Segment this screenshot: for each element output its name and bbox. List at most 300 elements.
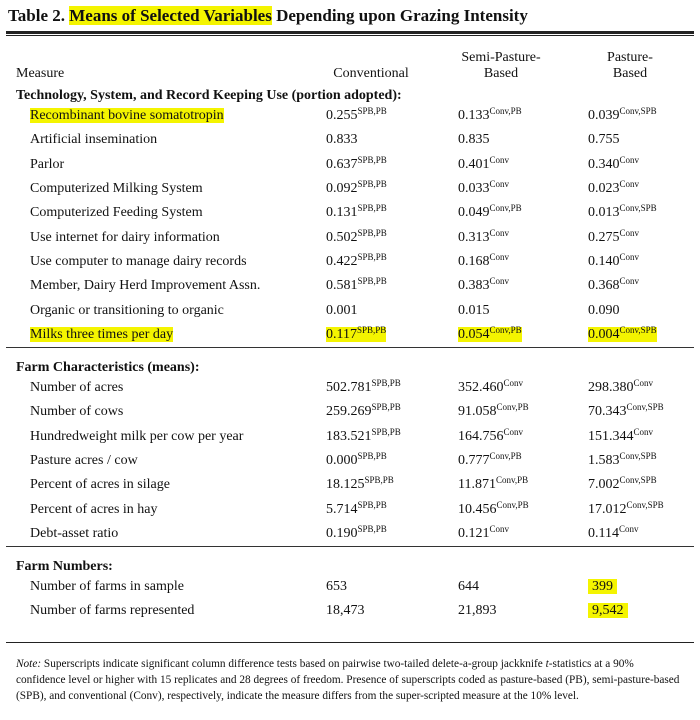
header-semi-line1: Semi-Pasture- (461, 50, 541, 65)
section-title: Farm Numbers: (6, 547, 694, 576)
value-number: 0.013 (588, 205, 620, 221)
note-part1: Superscripts indicate significant column difference tests based on pairwise two-tailed delete-a-group jackknife (41, 658, 546, 670)
row-label-cell (6, 153, 306, 177)
row-label-cell (6, 449, 306, 473)
value-number: 0.092 (326, 181, 358, 197)
table-row (6, 104, 694, 128)
value-cell (566, 575, 694, 599)
value-cell (306, 575, 436, 599)
table-row (6, 522, 694, 547)
value-wrap (458, 603, 497, 618)
value-wrap (458, 108, 522, 123)
row-label-cell (6, 522, 306, 547)
value-number: 0.637 (326, 156, 358, 172)
significance-superscript: Conv,SPB (619, 324, 657, 335)
row-label-cell (6, 128, 306, 152)
value-cell (566, 274, 694, 298)
value-cell (436, 177, 566, 201)
value-cell (436, 274, 566, 298)
value-cell (306, 497, 436, 521)
row-label-cell (6, 400, 306, 424)
value-wrap (326, 154, 387, 172)
significance-superscript: SPB,PB (357, 154, 387, 165)
note-part2: -statistics at a 90% confidence level or higher with 15 replicates and 28 degrees of freedom. Presence of superscripts coded as pasture-based (PB), semi-pasture-based (SPB), and conventional (Conv), respectively, indicate the measure differs from the super-scripted measure at the 10% level. (16, 658, 680, 702)
value-cell (566, 473, 694, 497)
significance-superscript: Conv,PB (489, 324, 522, 335)
header-semi-line2: Based (483, 66, 519, 81)
value-cell (436, 323, 566, 348)
value-cell (436, 449, 566, 473)
header-conventional: Conventional (333, 66, 409, 81)
value-wrap (326, 251, 387, 269)
value-cell (566, 201, 694, 225)
value-cell (566, 323, 694, 348)
section-header-row (6, 347, 694, 376)
value-cell (306, 473, 436, 497)
value-cell (566, 425, 694, 449)
value-wrap (588, 499, 664, 517)
row-label-cell (6, 425, 306, 449)
table-row (6, 225, 694, 249)
value-wrap (326, 523, 387, 541)
value-number: 0.422 (326, 253, 358, 269)
row-label: Debt-asset ratio (30, 525, 119, 541)
value-wrap (588, 380, 653, 395)
value-wrap (458, 251, 510, 269)
value-wrap (588, 603, 628, 618)
row-label-cell (6, 599, 306, 623)
title-prefix: Table 2. (8, 6, 70, 25)
significance-superscript: SPB,PB (357, 499, 387, 510)
significance-superscript: SPB,PB (356, 324, 387, 335)
value-cell (306, 298, 436, 322)
significance-superscript: SPB,PB (357, 451, 387, 461)
row-label-cell (6, 376, 306, 400)
title-highlight: Means of Selected Variables (69, 6, 272, 25)
value-number: 91.058 (458, 404, 497, 420)
value-number: 0.755 (588, 132, 620, 148)
value-number: 151.344 (588, 428, 634, 444)
value-number: 0.275 (588, 229, 620, 245)
significance-superscript: SPB,PB (371, 378, 401, 389)
header-measure: Measure (16, 66, 65, 81)
value-number: 0.133 (458, 108, 490, 124)
row-label-cell (6, 323, 306, 348)
significance-superscript: Conv (503, 426, 524, 437)
value-cell (566, 400, 694, 424)
value-wrap (458, 579, 479, 594)
value-wrap (458, 181, 509, 196)
value-wrap (326, 579, 347, 594)
value-wrap (458, 324, 522, 342)
value-wrap (326, 132, 358, 147)
table-body (6, 82, 694, 624)
significance-superscript: SPB,PB (357, 523, 387, 534)
value-wrap (588, 579, 617, 594)
row-label: Hundredweight milk per cow per year (30, 428, 244, 444)
value-cell (306, 153, 436, 177)
value-wrap (458, 303, 490, 318)
table-row (6, 400, 694, 424)
row-label: Use computer to manage dairy records (30, 253, 247, 269)
value-cell (566, 522, 694, 547)
value-wrap (458, 205, 522, 220)
value-number: 21,893 (458, 603, 497, 619)
value-cell (306, 177, 436, 201)
row-label: Member, Dairy Herd Improvement Assn. (30, 278, 261, 294)
top-rule (6, 31, 694, 34)
value-number: 0.114 (588, 525, 619, 541)
table-row (6, 177, 694, 201)
value-wrap (588, 278, 639, 293)
value-cell (436, 400, 566, 424)
title-suffix: Depending upon Grazing Intensity (271, 6, 528, 25)
value-wrap (588, 227, 640, 245)
value-cell (566, 104, 694, 128)
value-number: 0.039 (588, 108, 620, 124)
significance-superscript: SPB,PB (357, 276, 387, 287)
significance-superscript: Conv,PB (489, 106, 522, 117)
value-number: 0.001 (326, 302, 358, 318)
row-label: Use internet for dairy information (30, 229, 220, 245)
value-number: 0.054 (458, 326, 490, 342)
table-row (6, 497, 694, 521)
value-wrap (458, 426, 524, 444)
value-number: 0.255 (326, 108, 358, 124)
table-row (6, 201, 694, 225)
row-label: Computerized Milking System (30, 181, 203, 197)
row-label-cell (6, 225, 306, 249)
significance-superscript: Conv (489, 154, 510, 165)
value-number: 11.871 (458, 477, 496, 493)
value-number: 0.090 (588, 302, 620, 318)
section-title: Farm Characteristics (means): (6, 347, 694, 376)
value-number: 352.460 (458, 380, 504, 396)
value-number: 259.269 (326, 404, 372, 420)
table-row (6, 153, 694, 177)
value-number: 183.521 (326, 428, 372, 444)
significance-superscript: Conv,SPB (619, 106, 657, 117)
header-row (6, 38, 694, 82)
value-wrap (326, 205, 387, 220)
value-number: 0.033 (458, 181, 490, 197)
value-wrap (326, 426, 401, 444)
value-cell (566, 250, 694, 274)
value-number: 0.383 (458, 278, 490, 294)
value-number: 0.000 (326, 453, 358, 468)
significance-superscript: Conv,SPB (619, 451, 657, 461)
value-cell (306, 128, 436, 152)
value-cell (566, 177, 694, 201)
value-cell (306, 449, 436, 473)
table-title (8, 6, 528, 26)
value-cell (436, 250, 566, 274)
value-wrap (588, 404, 664, 419)
value-number: 502.781 (326, 380, 372, 396)
value-number: 0.168 (458, 253, 490, 269)
value-wrap (458, 453, 522, 468)
value-number: 399 (592, 579, 613, 595)
value-wrap (326, 404, 401, 419)
significance-superscript: Conv,PB (495, 475, 529, 486)
value-wrap (326, 303, 358, 318)
value-cell (566, 449, 694, 473)
value-cell (436, 225, 566, 249)
value-cell (436, 201, 566, 225)
value-number: 17.012 (588, 501, 627, 517)
row-label: Organic or transitioning to organic (30, 302, 224, 318)
means-table (6, 38, 694, 624)
table-row (6, 128, 694, 152)
significance-superscript: Conv,SPB (626, 499, 664, 510)
table-row (6, 376, 694, 400)
value-cell (306, 201, 436, 225)
value-number: 0.340 (588, 156, 620, 172)
value-cell (436, 298, 566, 322)
significance-superscript: SPB,PB (357, 106, 387, 117)
value-number: 0.117 (326, 326, 357, 342)
value-wrap (458, 404, 529, 419)
value-number: 0.368 (588, 278, 620, 294)
significance-superscript: Conv,PB (496, 402, 529, 413)
value-cell (436, 104, 566, 128)
value-cell (306, 225, 436, 249)
value-cell (436, 425, 566, 449)
table-row (6, 274, 694, 298)
table-row (6, 575, 694, 599)
section-title: Technology, System, and Record Keeping Use (portion adopted): (16, 88, 402, 103)
value-wrap (326, 477, 394, 492)
section-header-row (6, 82, 694, 104)
table-row (6, 323, 694, 348)
value-cell (306, 274, 436, 298)
value-wrap (458, 499, 529, 517)
value-number: 164.756 (458, 428, 504, 444)
value-number: 18.125 (326, 477, 365, 493)
table-row (6, 599, 694, 623)
significance-superscript: Conv,SPB (619, 203, 657, 214)
value-cell (306, 250, 436, 274)
row-label: Number of cows (30, 404, 124, 420)
significance-superscript: SPB,PB (357, 179, 387, 190)
table-row (6, 473, 694, 497)
value-cell (436, 153, 566, 177)
section-header-row (6, 547, 694, 576)
value-cell (566, 128, 694, 152)
value-cell (306, 376, 436, 400)
value-number: 0.004 (588, 326, 620, 342)
bottom-rule (6, 642, 694, 643)
value-number: 0.581 (326, 278, 358, 294)
row-label-cell (6, 298, 306, 322)
row-label: Recombinant bovine somatotropin (30, 108, 224, 124)
value-wrap (326, 603, 365, 618)
value-wrap (588, 181, 639, 196)
value-wrap (326, 108, 387, 123)
header-pasture-line2: Based (612, 66, 648, 81)
significance-superscript: SPB,PB (357, 251, 387, 262)
significance-superscript: Conv (489, 251, 510, 262)
value-number: 7.002 (588, 477, 620, 493)
value-wrap (326, 453, 387, 468)
row-label: Parlor (30, 156, 65, 172)
significance-superscript: Conv (489, 179, 510, 190)
value-wrap (588, 324, 657, 342)
value-number: 0.502 (326, 229, 358, 245)
value-wrap (588, 453, 657, 468)
row-label-cell (6, 473, 306, 497)
note-label: Note: (16, 658, 42, 670)
value-cell (566, 225, 694, 249)
value-number: 0.777 (458, 453, 490, 468)
value-wrap (588, 303, 620, 318)
header-pasture (566, 38, 694, 82)
significance-superscript: Conv,PB (496, 499, 529, 510)
value-wrap (588, 132, 620, 147)
row-label-cell (6, 575, 306, 599)
row-label-cell (6, 497, 306, 521)
value-wrap (588, 523, 639, 541)
row-label-cell (6, 274, 306, 298)
value-cell (436, 575, 566, 599)
value-wrap (458, 132, 490, 147)
significance-superscript: SPB,PB (371, 402, 401, 413)
value-wrap (588, 251, 640, 269)
value-number: 0.049 (458, 205, 490, 221)
row-label: Artificial insemination (30, 132, 158, 148)
significance-superscript: Conv (633, 426, 654, 437)
row-label: Percent of acres in silage (30, 477, 170, 493)
top-rule-thin (6, 35, 694, 36)
significance-superscript: Conv (489, 227, 510, 238)
value-wrap (588, 426, 654, 444)
value-wrap (458, 278, 509, 293)
value-cell (566, 376, 694, 400)
significance-superscript: Conv,SPB (619, 475, 657, 486)
table-row (6, 250, 694, 274)
value-number: 0.401 (458, 156, 490, 172)
significance-superscript: Conv (619, 154, 640, 165)
row-label: Number of farms in sample (30, 579, 184, 595)
value-wrap (326, 181, 387, 196)
table-row (6, 449, 694, 473)
significance-superscript: Conv (619, 227, 640, 238)
value-number: 0.015 (458, 302, 490, 318)
significance-superscript: SPB,PB (364, 475, 394, 486)
value-cell (306, 599, 436, 623)
row-label-cell (6, 177, 306, 201)
row-label-cell (6, 104, 306, 128)
table-row (6, 425, 694, 449)
value-cell (306, 400, 436, 424)
note-t: t (545, 658, 549, 670)
value-cell (566, 153, 694, 177)
significance-superscript: Conv (489, 523, 510, 534)
value-wrap (458, 154, 510, 172)
value-number: 70.343 (588, 404, 627, 420)
value-wrap (326, 380, 401, 395)
row-label-cell (6, 201, 306, 225)
value-number: 18,473 (326, 603, 365, 619)
significance-superscript: Conv (619, 179, 640, 190)
value-number: 0.140 (588, 253, 620, 269)
value-wrap (588, 477, 657, 492)
value-cell (436, 599, 566, 623)
table-row (6, 298, 694, 322)
value-cell (306, 323, 436, 348)
value-wrap (588, 108, 657, 123)
value-cell (436, 497, 566, 521)
significance-superscript: Conv,PB (489, 451, 522, 461)
value-number: 0.835 (458, 132, 490, 148)
value-cell (566, 599, 694, 623)
row-label: Number of acres (30, 380, 124, 396)
value-number: 10.456 (458, 501, 497, 517)
significance-superscript: SPB,PB (357, 203, 387, 214)
significance-superscript: Conv (503, 378, 524, 389)
significance-superscript: Conv (633, 378, 654, 389)
value-cell (566, 497, 694, 521)
row-label: Number of farms represented (30, 603, 195, 619)
value-cell (436, 376, 566, 400)
significance-superscript: SPB,PB (357, 227, 387, 238)
value-cell (306, 425, 436, 449)
value-cell (306, 522, 436, 547)
value-number: 644 (458, 579, 479, 595)
value-wrap (458, 523, 510, 541)
value-number: 5.714 (326, 501, 358, 517)
value-number: 0.121 (458, 525, 490, 541)
significance-superscript: Conv (619, 251, 640, 262)
value-wrap (326, 499, 387, 517)
row-label: Pasture acres / cow (30, 453, 138, 468)
value-wrap (326, 324, 387, 342)
value-cell (306, 104, 436, 128)
row-label: Computerized Feeding System (30, 205, 203, 221)
value-number: 0.313 (458, 229, 490, 245)
value-wrap (458, 227, 510, 245)
value-wrap (458, 380, 523, 395)
significance-superscript: Conv,SPB (626, 402, 664, 413)
value-number: 1.583 (588, 453, 620, 468)
header-semi-pasture (436, 38, 566, 82)
value-cell (436, 522, 566, 547)
value-wrap (326, 278, 387, 293)
value-number: 653 (326, 579, 347, 595)
value-number: 298.380 (588, 380, 634, 396)
value-number: 9,542 (592, 603, 624, 619)
significance-superscript: Conv,PB (489, 203, 522, 214)
value-wrap (326, 227, 387, 245)
value-wrap (588, 205, 657, 220)
value-cell (566, 298, 694, 322)
significance-superscript: Conv (618, 523, 639, 534)
significance-superscript: Conv (489, 276, 510, 287)
row-label-cell (6, 250, 306, 274)
value-cell (436, 473, 566, 497)
value-number: 0.833 (326, 132, 358, 148)
row-label: Milks three times per day (30, 326, 174, 342)
value-number: 0.190 (326, 525, 358, 541)
row-label: Percent of acres in hay (30, 501, 158, 517)
significance-superscript: SPB,PB (371, 426, 401, 437)
significance-superscript: Conv (619, 276, 640, 287)
value-cell (436, 128, 566, 152)
header-pasture-line1: Pasture- (607, 50, 653, 65)
table-note (16, 656, 686, 704)
value-number: 0.023 (588, 181, 620, 197)
value-wrap (588, 154, 640, 172)
